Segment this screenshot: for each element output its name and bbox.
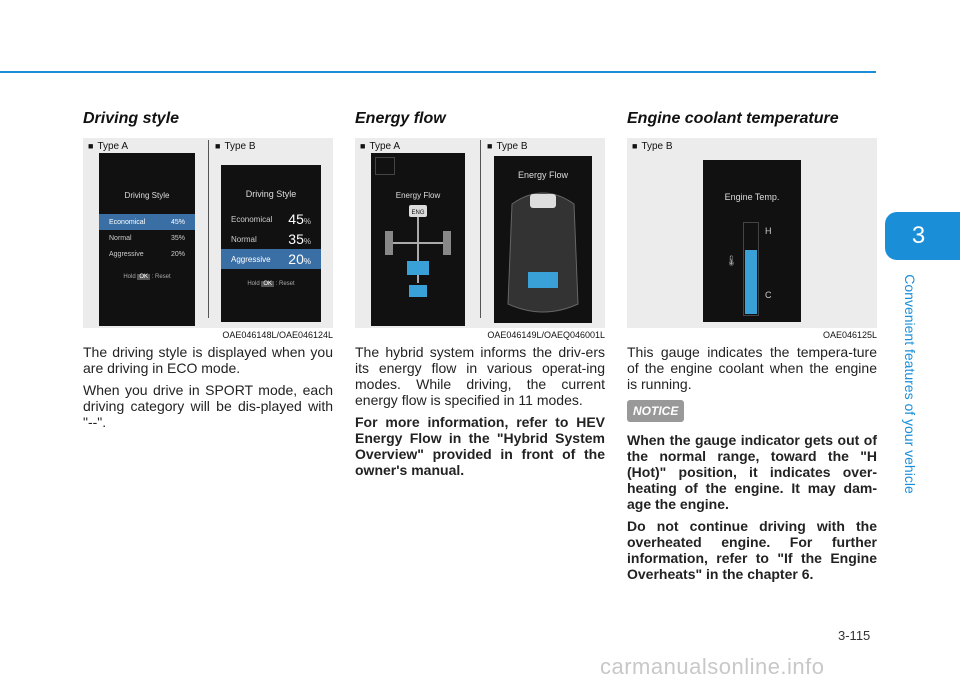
screen-title: Engine Temp.	[724, 192, 780, 202]
style-row: Economical 45%	[99, 214, 195, 230]
figure-code: OAE046125L	[822, 330, 877, 340]
figure-code: OAE046149L/OAEQ046001L	[487, 330, 605, 340]
chapter-tab	[885, 212, 960, 260]
style-row: Aggressive 20%	[109, 250, 185, 258]
notice-badge: NOTICE	[627, 400, 684, 422]
energy-flow-screen-a	[371, 153, 465, 326]
hold-reset-hint: Hold OK : Reset	[247, 281, 295, 287]
body-paragraph: When you drive in SPORT mode, each driving category will be dis-played with "--".	[83, 382, 333, 430]
chapter-number: 3	[911, 222, 926, 249]
screen-title: Energy Flow	[395, 191, 441, 200]
screen-title: Energy Flow	[517, 170, 569, 180]
screen-title: Driving Style	[124, 191, 170, 200]
type-b-label: ■ Type B	[215, 141, 256, 152]
top-rule	[0, 71, 876, 73]
body-paragraph: The driving style is displayed when you are driving in ECO mode.	[83, 344, 333, 376]
style-row: Normal 35%	[109, 234, 185, 242]
thermometer-icon: 🌡	[725, 256, 738, 267]
style-row: Aggressive 20%	[221, 249, 321, 269]
type-a-label: ■ Type A	[88, 141, 129, 152]
section-heading: Energy flow	[355, 110, 446, 127]
chapter-side-title	[898, 268, 922, 500]
style-row: Normal 35%	[231, 231, 311, 247]
watermark: carmanualsonline.info	[600, 654, 825, 679]
driving-style-screen-a	[99, 153, 195, 326]
hold-reset-hint: Hold OK : Reset	[123, 274, 171, 280]
temp-gauge	[743, 222, 759, 316]
figure-code: OAE046148L/OAE046124L	[222, 330, 333, 340]
cold-label: C	[765, 290, 772, 300]
energy-flow-screen-b	[494, 156, 592, 323]
notice-paragraph: When the gauge indicator gets out of the normal range, toward the "H (Hot)" position, it indicates over-heating of the engine. It may dam-age the engine.	[627, 432, 877, 512]
page-number: 3-115	[838, 628, 871, 643]
eng-label: ENG	[411, 210, 425, 216]
screen-title: Driving Style	[245, 189, 297, 199]
style-row: Economical 45%	[231, 211, 311, 227]
bold-paragraph: For more information, refer to HEV Energy Flow in the "Hybrid System Overview" provided in front of the owner's manual.	[355, 414, 605, 478]
driving-style-screen-b	[221, 165, 321, 322]
car-diagram	[494, 184, 592, 323]
figure-divider	[208, 140, 209, 318]
body-paragraph: The hybrid system informs the driv-ers its energy flow in various operat-ing modes. While driving, the current energy flow is specified in 11 modes.	[355, 344, 605, 408]
notice-paragraph: Do not continue driving with the overheated engine. For further information, refer to "If the Engine Overheats" in the chapter 6.	[627, 518, 877, 582]
body-paragraph: This gauge indicates the tempera-ture of the engine coolant when the engine is running.	[627, 344, 877, 392]
engine-temp-screen	[703, 160, 801, 322]
section-heading: Engine coolant temperature	[627, 110, 839, 127]
chapter-title: Convenient features of your vehicle	[902, 274, 918, 494]
section-engine-coolant	[627, 110, 877, 588]
figure-divider	[480, 140, 481, 318]
type-a-label: ■ Type A	[360, 141, 401, 152]
type-b-label: ■ Type B	[632, 141, 673, 152]
hot-label: H	[765, 226, 772, 236]
type-b-label: ■ Type B	[487, 141, 528, 152]
energy-flow-diagram	[371, 203, 465, 323]
section-heading: Driving style	[83, 110, 180, 127]
engine-temp-figure	[627, 138, 877, 328]
